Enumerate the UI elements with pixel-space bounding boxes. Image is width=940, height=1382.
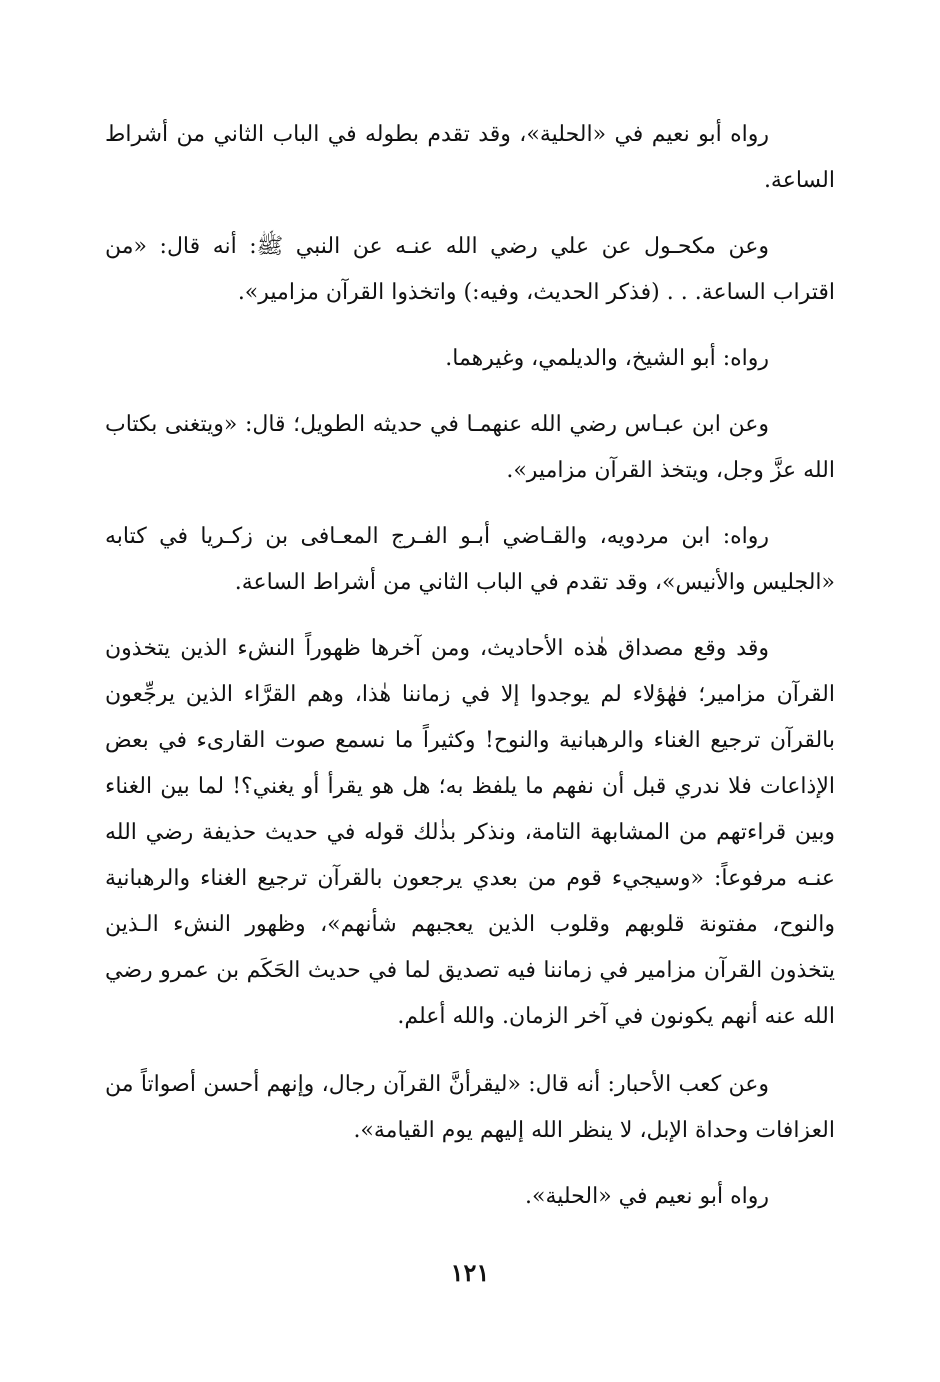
paragraph-citation-abu-shaykh: رواه: أبو الشيخ، والديلمي، وغيرهما. <box>445 346 769 371</box>
paragraph-commentary: وقد وقع مصداق هٰذه الأحاديث، ومن آخرها ظهوراً النشء الذين يتخذون القرآن مزامير؛ فهٰؤلاء لم يوجدوا إلا في زماننا هٰذا، وهم القرَّاء الذين يرجِّعون بالقرآن ترجيع الغناء والرهبانية والنوح! وكثيراً ما نسمع صوت القارىء في بعض الإذاعات فلا ندري قبل أن نفهم ما يلفظ به؛ هل هو يقرأ أو يغني؟! لما بين الغناء وبين قراءتهم من المشابهة التامة، ونذكر بذٰلك قوله في حديث حذيفة رضي الله عنـه مرفوعاً: «وسيجيء قوم من بعدي يرجعون بالقرآن ترجيع الغناء والرهبانية والنوح، مفتونة قلوبهم وقلوب الذين يعجبهم شأنهم»، وظهور النشء الـذين يتخذون القرآن مزامير في زماننا فيه تصديق لما في حديث الحَكَم بن عمرو رضي الله عنه أنهم يكونون في آخر الزمان. والله أعلم. <box>105 636 835 1029</box>
page-number: ١٢١ <box>450 1258 490 1287</box>
paragraph-citation-hilya: رواه أبو نعيم في «الحلية»، وقد تقدم بطوله في الباب الثاني من أشراط الساعة. <box>105 122 835 193</box>
paragraph-kaab-hadith: وعن كعب الأحبار: أنه قال: «ليقرأنَّ القرآن رجال، وإنهم أحسن أصواتاً من العزافات وحداة الإبل، لا ينظر الله إليهم يوم القيامة». <box>105 1072 835 1143</box>
paragraph-ibn-abbas-hadith: وعن ابن عبـاس رضي الله عنهمـا في حديثه الطويل؛ قال: «ويتغنى بكتاب الله عزَّ وجل، ويتخذ القرآن مزامير». <box>105 412 835 483</box>
page-body <box>105 112 835 1240</box>
paragraph-citation-ibn-marduyah: رواه: ابن مردويه، والقـاضي أبـو الفـرج المعـافى بن زكـريا في كتابه «الجليس والأنيس»، وقد تقدم في الباب الثاني من أشراط الساعة. <box>105 524 835 595</box>
paragraph-makhul-hadith: وعن مكحـول عن علي رضي الله عنـه عن النبي ﷺ: أنه قال: «من اقتراب الساعة. . . (فذكر الحديث، وفيه:) واتخذوا القرآن مزامير». <box>105 234 835 305</box>
paragraph-citation-hilya-final: رواه أبو نعيم في «الحلية». <box>525 1184 769 1209</box>
